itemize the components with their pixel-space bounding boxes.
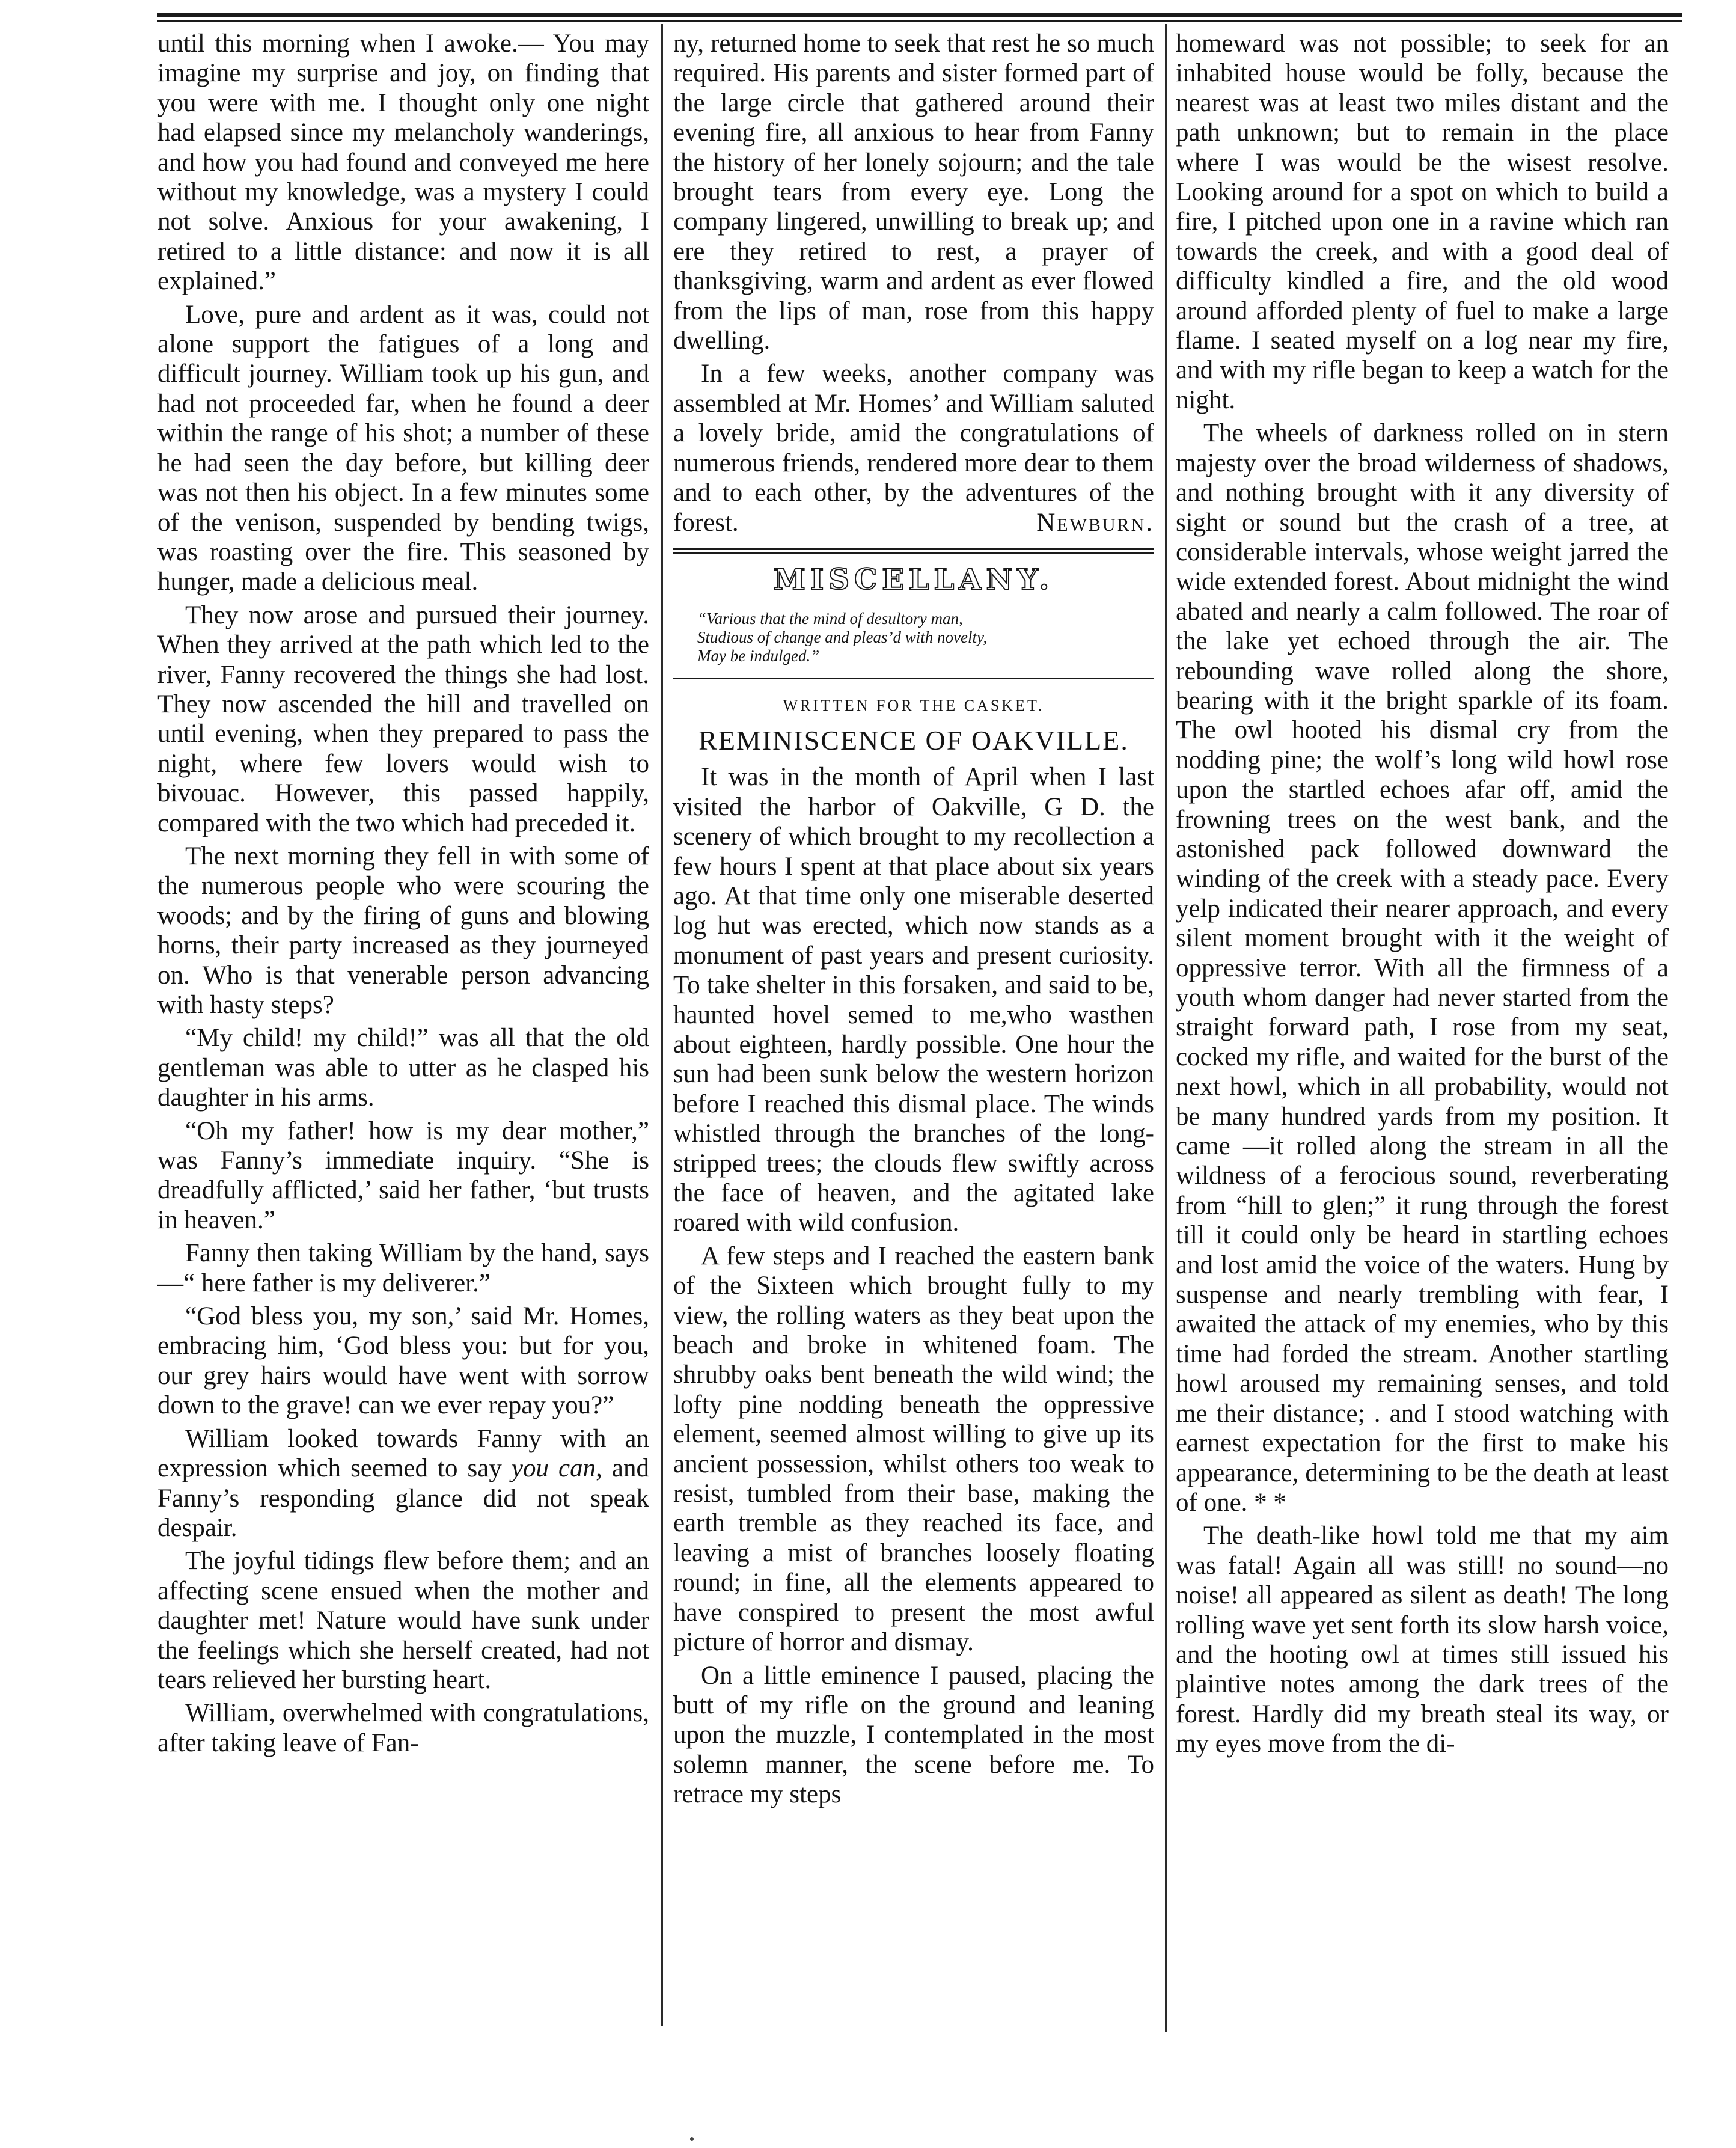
motto-line: May be indulged.”: [697, 647, 820, 666]
paragraph: Love, pure and ardent as it was, could not alone support the fatigues of a long and difficult journey. William took up his gun, and had not proceeded far, when he found a deer within the range of his shot; a number of these he had seen the day before, but killing deer was not then his object. In a few minutes some of the venison, suspended by bending twigs, was roasting over the fire. This seasoned by hunger, made a delicious meal.: [157, 300, 649, 596]
paragraph: “God bless you, my son,’ said Mr. Homes, embracing him, ‘God bless you: but for you, our grey hairs would have went with sorrow down to the grave! can we ever repay you?”: [157, 1302, 649, 1420]
top-border-rule-thin: [157, 20, 1682, 22]
paragraph: The next morning they fell in with some of the numerous people who were scouring the woods; and by the firing of guns and blowing horns, their party increased as they journeyed on. Who is that venerable person advancing with hasty steps?: [157, 842, 649, 1019]
italic-text: you can: [511, 1454, 596, 1483]
paragraph-with-italic: [157, 1424, 649, 1543]
paragraph: The joyful tidings flew before them; and an affecting scene ensued when the mother and daughter met! Nature would have sunk under the feelings which she herself created, had not tears relieved her bursting heart.: [157, 1547, 649, 1694]
paragraph: Fanny then taking William by the hand, says—“ here father is my deliverer.”: [157, 1239, 649, 1297]
paragraph: On a little eminence I paused, placing the butt of my rifle on the ground and leaning upon the muzzle, I contemplated in the most solemn manner, the scene before me. To retrace my steps: [673, 1661, 1154, 1809]
motto-line: Studious of change and pleas’d with novelty,: [697, 628, 988, 647]
column-divider-2: [1165, 24, 1167, 2032]
section-rule: [673, 548, 1154, 554]
paragraph: ny, returned home to seek that rest he so much required. His parents and sister formed part of the large circle that gathered around their evening fire, all anxious to hear from Fanny the history of her lonely sojourn; and the tale brought tears from every eye. Long the company lingered, unwilling to break up; and ere they retired to rest, a prayer of thanksgiving, warm and ardent as ever flowed from the lips of man, rose from this happy dwelling.: [673, 29, 1154, 355]
text-run: William looked towards Fanny with an expression which seemed to say: [157, 1424, 649, 1483]
signature-line: [673, 508, 1154, 537]
text-run: , and Fanny’s responding glance did not speak despair.: [157, 1454, 650, 1542]
paragraph: until this morning when I awoke.— You may imagine my surprise and joy, on finding that you were with me. I thought only one night had elapsed since my melancholy wanderings, and how you had found and conveyed me here without my knowledge, was a mystery I could not solve. Anxious for your awakening, I retired to a little distance: and now it is all explained.”: [157, 29, 649, 296]
paragraph: “My child! my child!” was all that the old gentleman was able to utter as he clasped his daughter in his arms.: [157, 1024, 649, 1112]
motto-line: “Various that the mind of desultory man,: [697, 610, 963, 628]
print-speck: [690, 2137, 694, 2141]
column-2: [673, 29, 1154, 1813]
paragraph: The wheels of darkness rolled on in stern majesty over the broad wilderness of shadows, and nothing brought with it any diversity of sight or sound but the crash of a tree, at considerable intervals, whose weight jarred the wide extended forest. About midnight the wind abated and nearly a calm followed. The roar of the lake yet echoed through the air. The rebounding wave rolled along the shore, bearing with it the bright sparkle of its foam. The owl hooted his dismal cry from the nodding pine; the wolf’s long wild howl rose upon the startled echoes afar off, amid the frowning trees on the west bank, and the astonished pack followed downward the winding of the creek with a steady pace. Every yelp indicated their nearer approach, and every silent moment brought with it the weight of oppressive terror. With all the firmness of a youth whom danger had never started from the straight forward path, I rose from my seat, cocked my rifle, and waited for the burst of the next howl, which in all probability, would not be many hundred yards from my position. It came —it rolled along the stream in all the wildness of a ferocious sound, reverberating from “hill to glen;” it rung through the forest till it could only be heard in startling echoes and lost amid the voice of the waters. Hung by suspense and nearly trembling with fear, I awaited the attack of my enemies, who by this time had forded the stream. Another startling howl aroused my remaining senses, and told me their distance; . and I stood watching with earnest expectation for the first to make his appearance, determining to be the death at least of one. * *: [1176, 419, 1669, 1517]
paragraph: “Oh my father! how is my dear mother,” was Fanny’s immediate inquiry. “She is dreadfully afflicted,’ said her father, ‘but trusts in heaven.”: [157, 1116, 649, 1234]
paragraph: William, overwhelmed with congratulations, after taking leave of Fan-: [157, 1699, 649, 1757]
paragraph: They now arose and pursued their journey. When they arrived at the path which led to the river, Fanny recovered the things she had lost. They now ascended the hill and travelled on until evening, when they prepared to pass the night, where few lovers would wish to bivouac. However, this passed happily, compared with the two which had preceded it.: [157, 601, 649, 837]
paragraph: In a few weeks, another company was assembled at Mr. Homes’ and William saluted a lovely bride, amid the congratulations of numerous friends, rendered more dear to them and to each other, by the adventures of the forest.: [673, 360, 1154, 537]
section-rule-thin: [673, 678, 1154, 679]
story-title: REMINISCENCE OF OAKVILLE.: [698, 725, 1129, 756]
written-for-credit: WRITTEN FOR THE CASKET.: [783, 697, 1045, 715]
column-divider-1: [661, 24, 663, 2026]
top-border-rule: [157, 13, 1682, 17]
paragraph: The death-like howl told me that my aim was fatal! Again all was still! no sound—no noise! all appeared as silent as death! The long rolling wave yet sent forth its slow harsh voice, and the hooting owl at times still issued his plaintive notes among the dark trees of the forest. Hardly did my breath steal its way, or my eyes move from the di-: [1176, 1522, 1669, 1758]
paragraph: It was in the month of April when I last visited the harbor of Oakville, G D. the scenery of which brought to my recollection a few hours I spent at that place about six years ago. At that time only one miserable deserted log hut was erected, which now stands as a monument of past years and present curiosity. To take shelter in this forsaken, and said to be, haunted hovel semed to me,who wasthen about eighteen, hardly possible. One hour the sun had been sunk below the western horizon before I reached this dismal place. The winds whistled through the branches of the long-stripped trees; the clouds flew swiftly across the face of heaven, and the agitated lake roared with wild confusion.: [673, 763, 1154, 1237]
author-signature: Newburn.: [1036, 508, 1154, 537]
motto-epigraph: [697, 610, 1154, 666]
section-header: MISCELLANY.: [773, 563, 1054, 597]
paragraph: A few steps and I reached the eastern bank of the Sixteen which brought fully to my view, the rolling waters as they beat upon the beach and broke in whitened foam. The shrubby oaks bent beneath the wild wind; the lofty pine nodding beneath the oppressive element, seemed almost willing to give up its ancient possession, whilst others too weak to resist, tumbled from their base, making the earth tremble as they reached its face, and leaving a mist of branches loosely floating round; in fine, all the elements appeared to have conspired to present the most awful picture of horror and dismay.: [673, 1241, 1154, 1657]
paragraph: homeward was not possible; to seek for an inhabited house would be folly, because the nearest was at least two miles distant and the path unknown; but to remain in the place where I was would be the wisest resolve. Looking around for a spot on which to build a fire, I pitched upon one in a ravine which ran towards the creek, and with a good deal of difficulty kindled a fire, and the old wood around afforded plenty of fuel to make a large flame. I seated myself on a log near my fire, and with my rifle began to keep a watch for the night.: [1176, 29, 1669, 414]
column-3: [1176, 29, 1669, 1763]
column-1: [157, 29, 649, 1761]
